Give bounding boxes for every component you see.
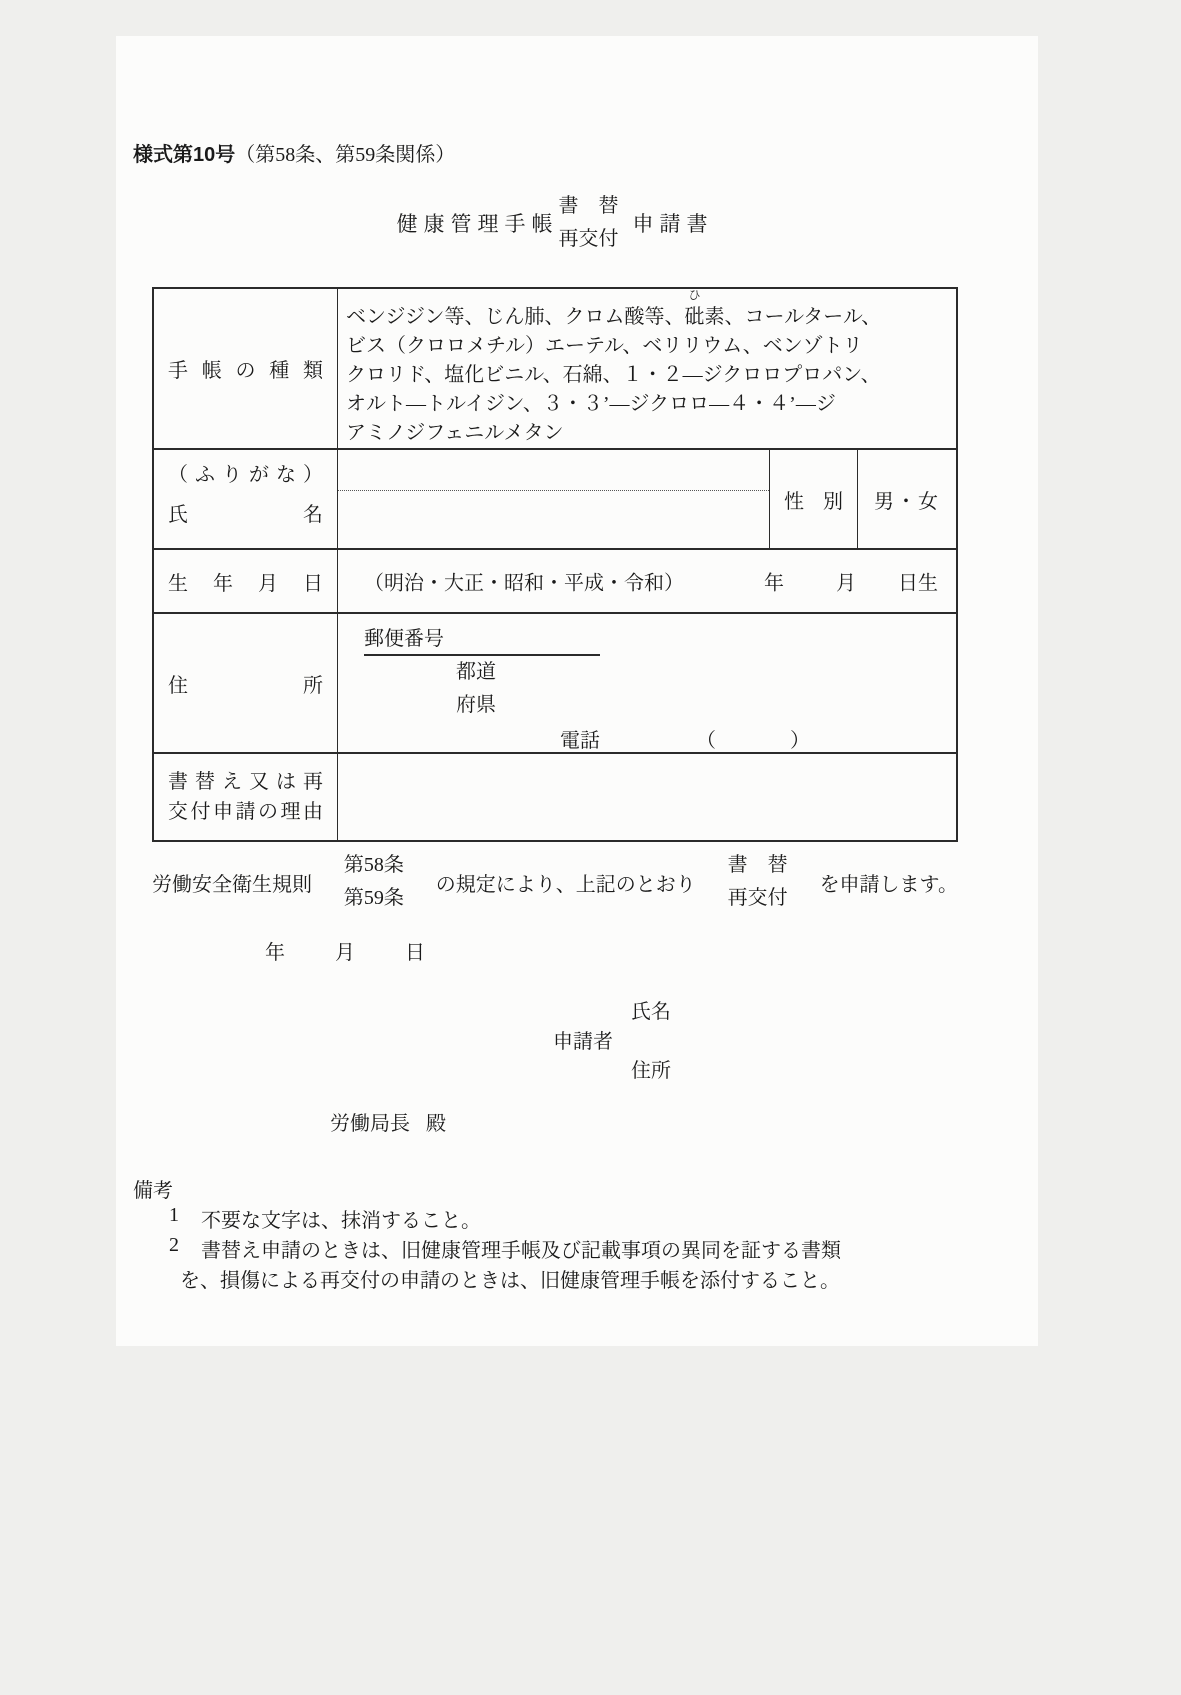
notebook-type-line5: アミノジフェニルメタン <box>346 422 564 444</box>
form-relation-note: （第58条、第59条関係） <box>235 144 456 166</box>
recipient-line <box>330 1107 446 1136</box>
sex-label: 性別 <box>784 490 843 513</box>
birth-month-label: 月 <box>836 572 856 595</box>
ruby-furigana: ひ <box>688 288 701 302</box>
birth-day-label: 日生 <box>898 572 938 595</box>
title-suffix: 申請書 <box>632 212 714 236</box>
note-item-1 <box>163 1204 481 1233</box>
date-day-label: 日 <box>405 942 425 964</box>
declaration-stack-bottom: 再交付 <box>727 887 788 909</box>
notebook-type-label: 手帳の種類 <box>168 360 323 382</box>
notebook-type-line1: ベンジジン等、じん肺、クロム酸等、 ひ 砒素、コールタール、 <box>346 303 950 332</box>
telephone-paren-open: （ <box>696 730 716 752</box>
prefecture-label: 都道 府県 <box>456 661 496 716</box>
furigana-label: （ふりがな） <box>168 464 323 486</box>
birth-year-label: 年 <box>764 572 784 595</box>
title-stack-top: 書 替 <box>558 195 619 217</box>
reason-input-cell <box>338 754 956 840</box>
note-1-text: 不要な文字は、抹消すること。 <box>201 1210 481 1232</box>
declaration-regulation: 労働安全衛生規則 <box>152 873 312 896</box>
declaration-sentence <box>152 844 958 920</box>
notebook-type-list <box>338 289 956 448</box>
name-label-cell <box>154 450 338 550</box>
birth-content-cell <box>338 550 956 614</box>
sex-options: 男・女 <box>874 490 940 513</box>
birth-label: 生年月日 <box>168 572 323 595</box>
applicant-name-label: 氏名 <box>631 1001 671 1023</box>
declaration-stack-top: 書 替 <box>727 854 788 876</box>
title-stack-bottom: 再交付 <box>558 228 619 250</box>
notebook-type-line2: ビス（クロロメチル）エーテル、ベリリウム、ベンゾトリ <box>346 335 863 357</box>
recipient-office: 労働局長 <box>330 1113 410 1135</box>
note-2-number: 2 <box>169 1234 179 1256</box>
sex-label-cell <box>770 450 858 550</box>
declaration-middle: の規定により、上記のとおり <box>435 873 696 896</box>
date-year-label: 年 <box>265 942 285 964</box>
name-input-cell <box>338 450 770 550</box>
form-number: 様式第10号 <box>133 144 236 166</box>
application-date-line <box>265 936 425 965</box>
title-prefix: 健康管理手帳 <box>396 212 559 236</box>
notebook-type-content-cell <box>338 289 956 450</box>
recipient-honorific: 殿 <box>426 1113 446 1135</box>
note-2-text-line1: 書替え申請のときは、旧健康管理手帳及び記載事項の異同を証する書類 <box>201 1240 841 1262</box>
notebook-type-line3: クロリド、塩化ビニル、石綿、１・２―ジクロロプロパン、 <box>346 364 881 386</box>
notebook-type-label-cell <box>154 289 338 450</box>
article-58: 第58条 <box>343 854 404 876</box>
reason-label-cell <box>154 754 338 840</box>
telephone-paren-close: ） <box>790 730 810 752</box>
applicant-label: 申請者 <box>553 1030 613 1053</box>
ruby-hiso: ひ 砒 <box>684 288 705 328</box>
address-label-cell <box>154 614 338 754</box>
sex-options-cell <box>858 450 956 550</box>
article-59: 第59条 <box>343 887 404 909</box>
notebook-type-line4: オルト―トルイジン、３・３’―ジクロロ―４・４’―ジ <box>346 393 836 415</box>
applicant-address-label: 住所 <box>631 1060 671 1082</box>
furigana-divider-line <box>338 490 769 491</box>
date-month-label: 月 <box>335 942 355 964</box>
declaration-stacked-options <box>728 849 788 915</box>
note-item-2 <box>163 1234 841 1263</box>
applicant-fields <box>631 995 671 1083</box>
application-table <box>152 287 958 842</box>
notes-heading: 備考 <box>133 1180 173 1202</box>
address-content-cell <box>338 614 956 754</box>
declaration-tail: を申請します。 <box>819 873 958 896</box>
form-number-line <box>133 138 455 167</box>
form-title <box>152 190 958 256</box>
address-label: 住所 <box>168 674 323 697</box>
declaration-articles <box>344 849 404 915</box>
birth-label-cell <box>154 550 338 614</box>
birth-era-options: （明治・大正・昭和・平成・令和） <box>364 572 684 595</box>
note-1-number: 1 <box>169 1204 179 1226</box>
postal-code-label: 郵便番号 <box>364 622 600 656</box>
name-label: 氏名 <box>168 504 323 526</box>
title-stacked-options <box>559 190 619 256</box>
note-2-text-line2: を、損傷による再交付の申請のときは、旧健康管理手帳を添付すること。 <box>180 1270 840 1292</box>
telephone-label: 電話 <box>560 730 600 752</box>
applicant-block <box>553 995 671 1083</box>
reason-label: 書替え又は再 交付申請の理由 <box>168 771 323 823</box>
